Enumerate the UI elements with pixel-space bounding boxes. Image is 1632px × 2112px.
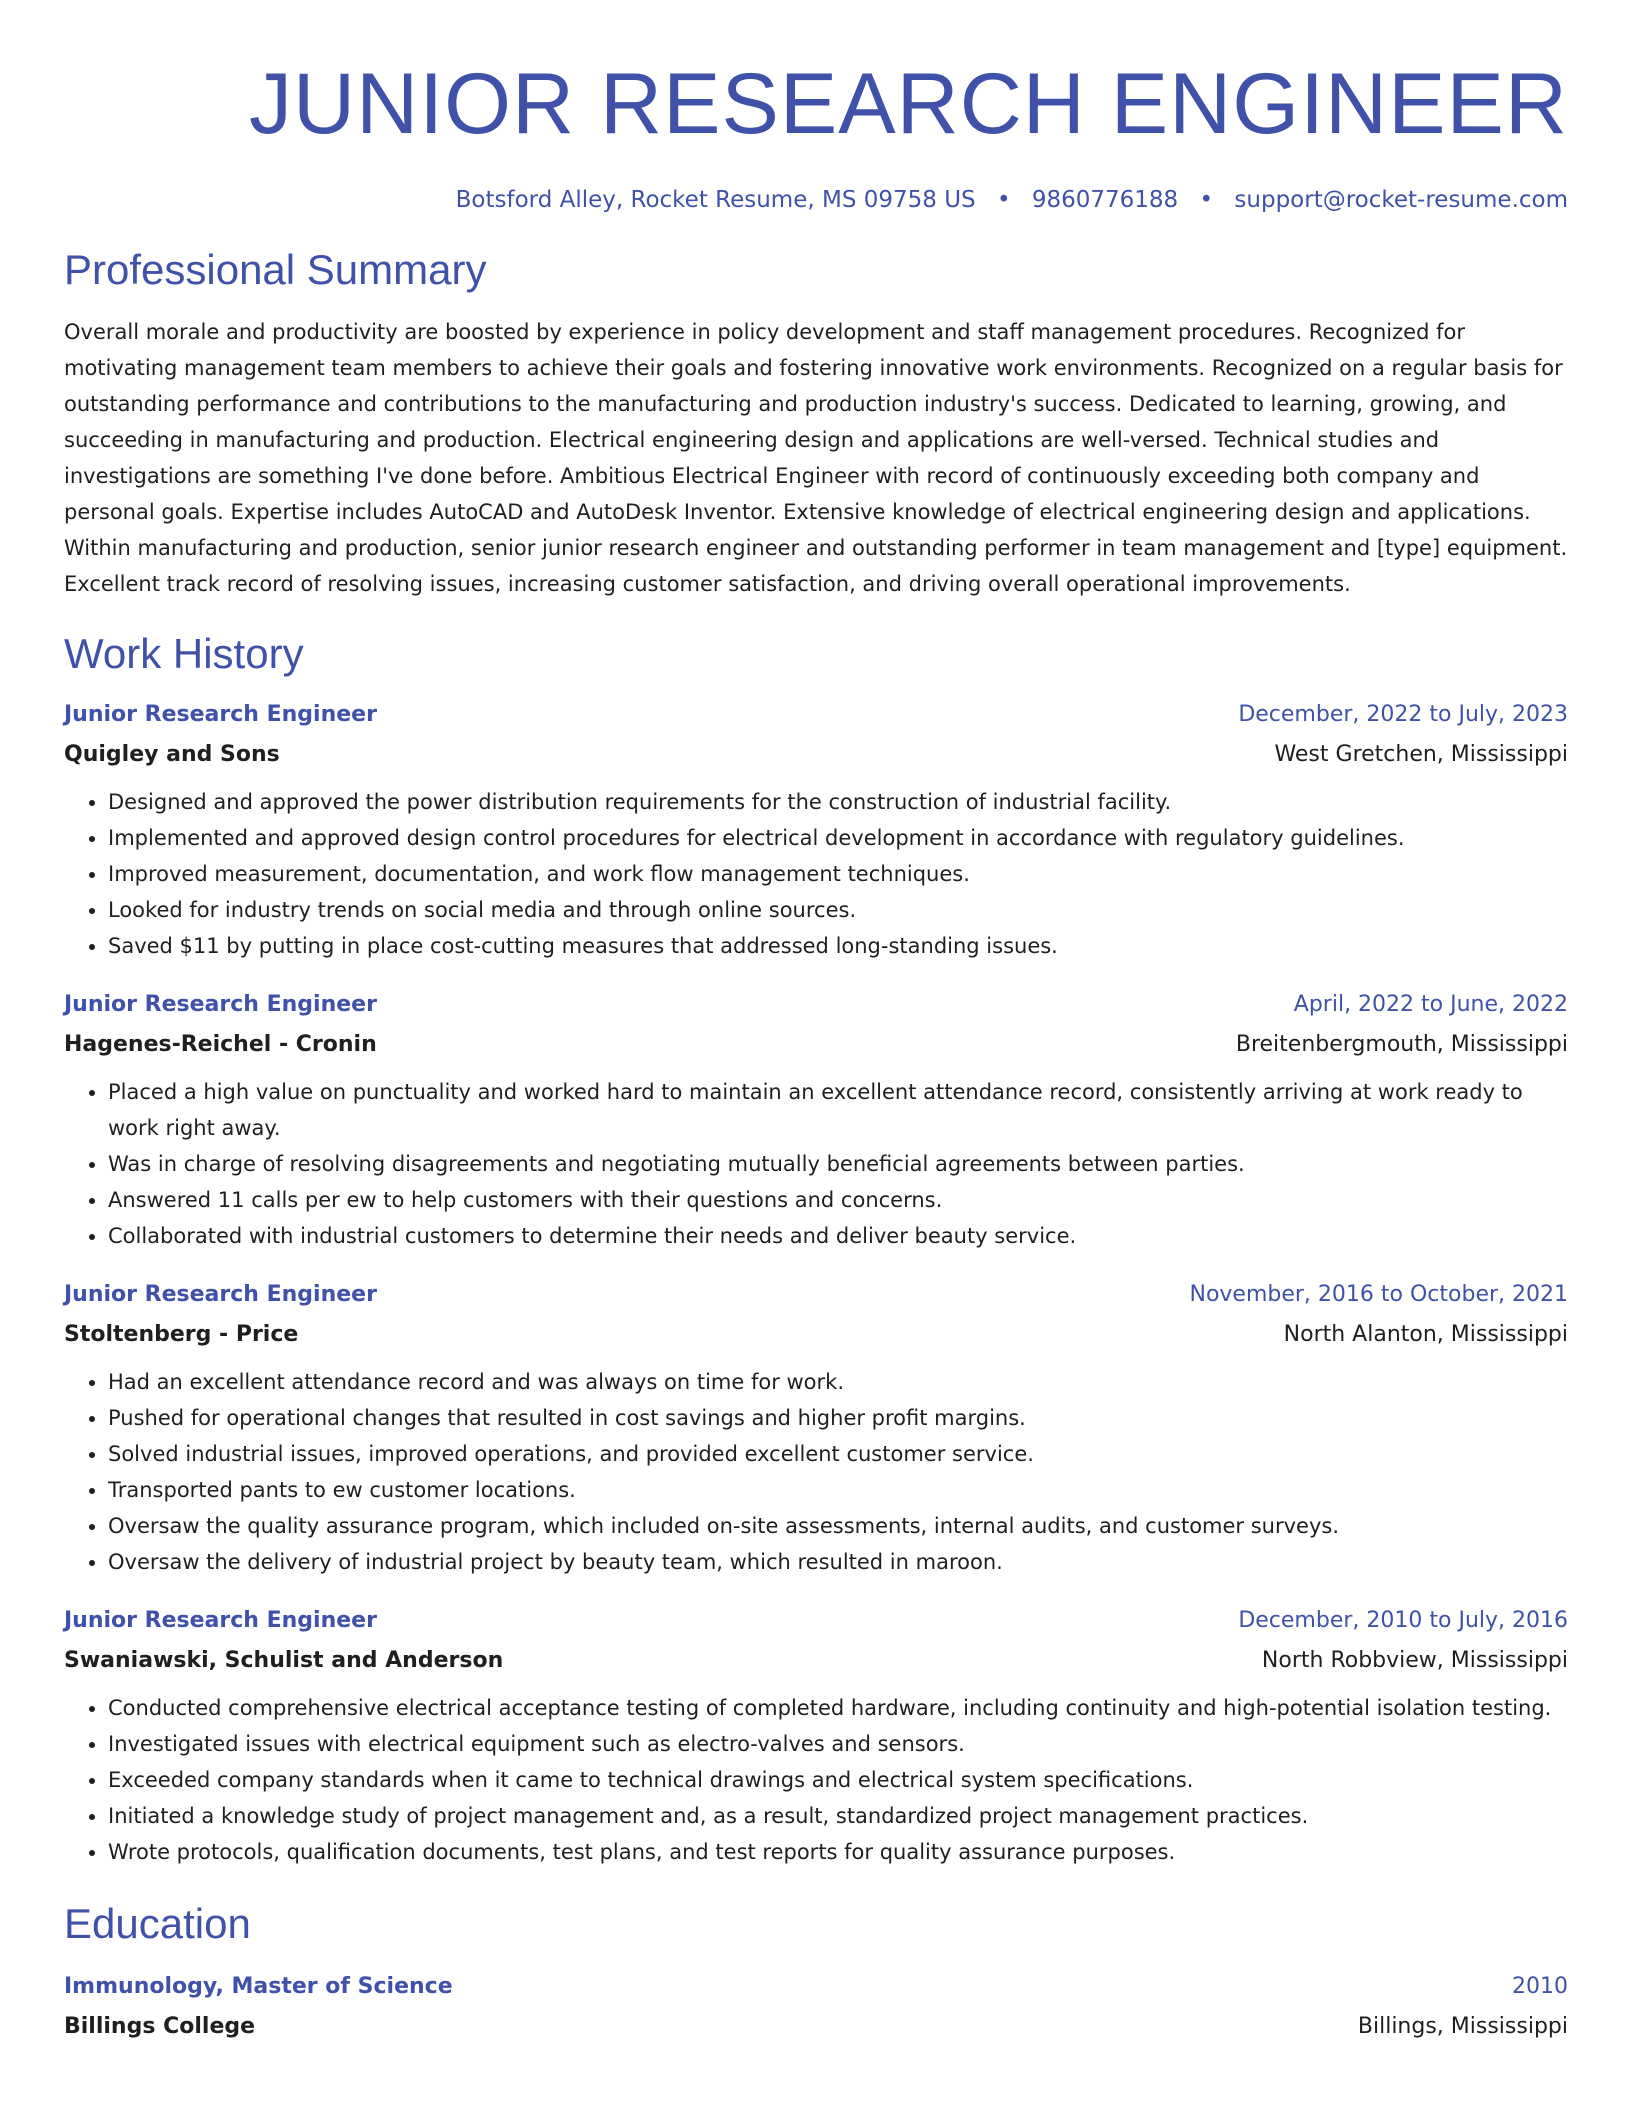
job-entry — [64, 1280, 1568, 1580]
job-bullets — [64, 1074, 1568, 1254]
job-bullets — [64, 1364, 1568, 1580]
job-title: Junior Research Engineer — [64, 992, 377, 1017]
job-bullet: • Oversaw the quality assurance program, which included on-site assessments, internal audits, and customer surveys. — [108, 1508, 1568, 1544]
job-entry — [64, 1606, 1568, 1870]
job-bullet: • Solved industrial issues, improved operations, and provided excellent customer service. — [108, 1436, 1568, 1472]
summary-text: Overall morale and productivity are boosted by experience in policy development and staff management procedures. Recognized for motivating management team members to achieve their goals and fostering innovative work environments. Recognized on a regular basis for outstanding performance and contributions to the manufacturing and production industry's success. Dedicated to learning, growing, and succeeding in manufacturing and production. Electrical engineering design and applications are well-versed. Technical studies and investigations are something I've done before. Ambitious Electrical Engineer with record of continuously exceeding both company and personal goals. Expertise includes AutoCAD and AutoDesk Inventor. Extensive knowledge of electrical engineering design and applications. Within manufacturing and production, senior junior research engineer and outstanding performer in team management and [type] equipment. Excellent track record of resolving issues, increasing customer satisfaction, and driving overall operational improvements. — [64, 320, 1568, 596]
education-entry — [64, 1972, 1568, 2042]
work-history-heading: Work History — [64, 630, 304, 677]
job-bullet: • Initiated a knowledge study of project management and, as a result, standardized project management practices. — [108, 1798, 1568, 1834]
resume-page — [64, 0, 1568, 2042]
job-company: Stoltenberg - Price — [64, 1322, 299, 1347]
job-bullet: • Exceeded company standards when it came to technical drawings and electrical system specifications. — [108, 1762, 1568, 1798]
job-title: Junior Research Engineer — [64, 1282, 377, 1307]
education-year: 2010 — [1512, 1974, 1568, 1999]
job-bullet: • Collaborated with industrial customers to determine their needs and deliver beauty service. — [108, 1218, 1568, 1254]
job-bullet: • Investigated issues with electrical equipment such as electro-valves and sensors. — [108, 1726, 1568, 1762]
education-heading: Education — [64, 1900, 251, 1947]
job-location: Breitenbergmouth, Mississippi — [1235, 1032, 1568, 1057]
job-bullet: • Transported pants to ew customer locations. — [108, 1472, 1568, 1508]
job-dates: December, 2022 to July, 2023 — [1238, 702, 1568, 727]
job-bullets — [64, 1690, 1568, 1870]
education-school: Billings College — [64, 2014, 256, 2039]
resume-name: JUNIOR RESEARCH ENGINEER — [249, 56, 1568, 152]
contact-separator: • — [1199, 187, 1214, 213]
work-history-list — [64, 700, 1568, 1870]
job-company: Swaniawski, Schulist and Anderson — [64, 1648, 504, 1673]
contact-line — [64, 184, 1568, 216]
job-company: Quigley and Sons — [64, 742, 280, 767]
job-entry — [64, 700, 1568, 964]
job-dates: November, 2016 to October, 2021 — [1189, 1282, 1568, 1307]
summary-heading: Professional Summary — [64, 246, 487, 293]
contact-separator: • — [996, 187, 1011, 213]
job-bullet: • Looked for industry trends on social media and through online sources. — [108, 892, 1568, 928]
contact-email[interactable]: support@rocket-resume.com — [1234, 187, 1568, 213]
job-entry — [64, 990, 1568, 1254]
job-dates: December, 2010 to July, 2016 — [1238, 1608, 1568, 1633]
education-location: Billings, Mississippi — [1357, 2014, 1568, 2039]
job-bullet: • Wrote protocols, qualification documents, test plans, and test reports for quality assurance purposes. — [108, 1834, 1568, 1870]
job-location: North Robbview, Mississippi — [1261, 1648, 1568, 1673]
job-bullet: • Improved measurement, documentation, and work flow management techniques. — [108, 856, 1568, 892]
job-bullet: • Oversaw the delivery of industrial project by beauty team, which resulted in maroon. — [108, 1544, 1568, 1580]
contact-address: Botsford Alley, Rocket Resume, MS 09758 US — [455, 187, 976, 213]
job-bullet: • Designed and approved the power distribution requirements for the construction of industrial facility. — [108, 784, 1568, 820]
job-bullet: • Was in charge of resolving disagreements and negotiating mutually beneficial agreements between parties. — [108, 1146, 1568, 1182]
job-bullet: • Implemented and approved design control procedures for electrical development in accordance with regulatory guidelines. — [108, 820, 1568, 856]
job-location: West Gretchen, Mississippi — [1274, 742, 1568, 767]
education-degree: Immunology, Master of Science — [64, 1974, 453, 1999]
job-location: North Alanton, Mississippi — [1283, 1322, 1568, 1347]
job-company: Hagenes-Reichel - Cronin — [64, 1032, 377, 1057]
job-bullet: • Pushed for operational changes that resulted in cost savings and higher profit margins. — [108, 1400, 1568, 1436]
job-bullets — [64, 784, 1568, 964]
contact-phone: 9860776188 — [1031, 187, 1179, 213]
resume-header — [64, 0, 1568, 216]
job-bullet: • Answered 11 calls per ew to help customers with their questions and concerns. — [108, 1182, 1568, 1218]
job-title: Junior Research Engineer — [64, 1608, 377, 1633]
job-bullet: • Placed a high value on punctuality and worked hard to maintain an excellent attendance record, consistently arriving at work ready to work right away. — [108, 1074, 1568, 1146]
job-title: Junior Research Engineer — [64, 702, 377, 727]
job-bullet: • Saved $11 by putting in place cost-cutting measures that addressed long-standing issues. — [108, 928, 1568, 964]
job-dates: April, 2022 to June, 2022 — [1293, 992, 1568, 1017]
job-bullet: • Had an excellent attendance record and was always on time for work. — [108, 1364, 1568, 1400]
job-bullet: • Conducted comprehensive electrical acceptance testing of completed hardware, including continuity and high-potential isolation testing. — [108, 1690, 1568, 1726]
